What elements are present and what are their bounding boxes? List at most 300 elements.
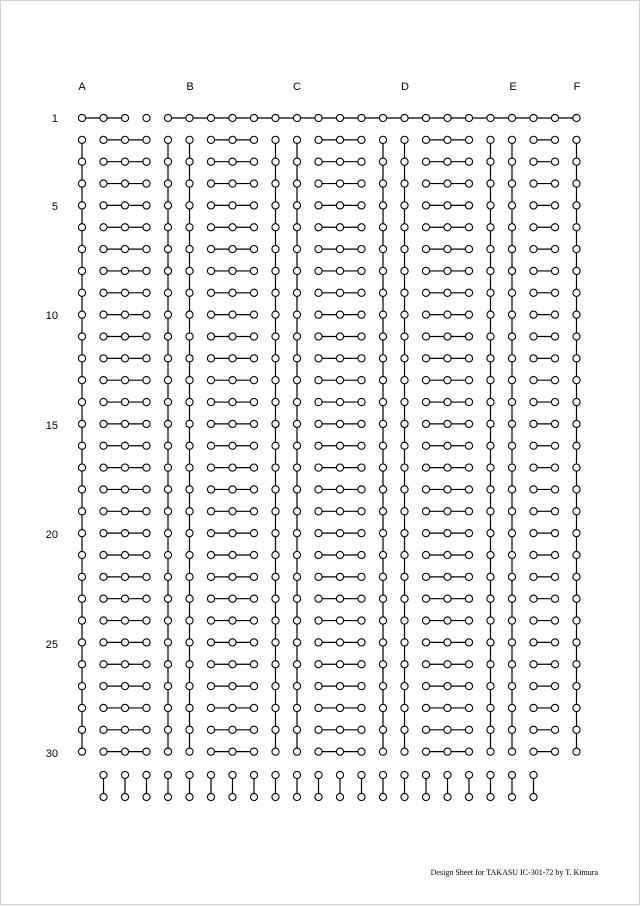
row-label-30: 30	[45, 748, 58, 760]
grid-pad	[379, 333, 386, 340]
grid-pad	[358, 333, 365, 340]
grid-pad	[530, 661, 537, 668]
grid-pad	[422, 333, 429, 340]
grid-pad	[293, 508, 300, 515]
grid-pad	[293, 639, 300, 646]
grid-pad	[465, 355, 472, 362]
grid-pad	[143, 333, 150, 340]
grid-pad	[121, 136, 128, 143]
grid-pad	[272, 726, 279, 733]
grid-pad	[487, 355, 494, 362]
grid-pad	[272, 595, 279, 602]
grid-pad	[551, 333, 558, 340]
grid-pad	[530, 573, 537, 580]
grid-pad	[508, 289, 515, 296]
grid-pad	[229, 661, 236, 668]
grid-pad	[487, 202, 494, 209]
grid-pad	[358, 246, 365, 253]
grid-pad	[186, 748, 193, 755]
grid-pad	[143, 289, 150, 296]
grid-pad	[272, 573, 279, 580]
grid-pad	[422, 158, 429, 165]
grid-pad	[164, 158, 171, 165]
grid-pad	[487, 311, 494, 318]
bottom-pad	[487, 793, 494, 800]
grid-pad	[401, 158, 408, 165]
grid-pad	[143, 617, 150, 624]
grid-pad	[379, 573, 386, 580]
grid-pad	[121, 158, 128, 165]
grid-pad	[551, 180, 558, 187]
grid-pad	[250, 311, 257, 318]
grid-pad	[78, 464, 85, 471]
grid-pad	[379, 420, 386, 427]
grid-pad	[186, 246, 193, 253]
grid-pad	[100, 267, 107, 274]
bottom-pad	[164, 771, 171, 778]
grid-pad	[164, 639, 171, 646]
grid-pad	[207, 595, 214, 602]
grid-pad	[379, 442, 386, 449]
grid-pad	[250, 748, 257, 755]
grid-pad	[551, 114, 558, 121]
row-label-5: 5	[51, 201, 58, 213]
grid-pad	[78, 224, 85, 231]
grid-pad	[250, 551, 257, 558]
grid-pad	[379, 748, 386, 755]
grid-pad	[164, 661, 171, 668]
grid-pad	[401, 442, 408, 449]
grid-pad	[143, 464, 150, 471]
grid-pad	[100, 573, 107, 580]
grid-pad	[530, 464, 537, 471]
grid-pad	[78, 158, 85, 165]
grid-pad	[272, 486, 279, 493]
grid-pad	[315, 464, 322, 471]
grid-pad	[164, 551, 171, 558]
grid-pad	[487, 530, 494, 537]
grid-pad	[78, 289, 85, 296]
bottom-pad	[272, 771, 279, 778]
grid-pad	[336, 617, 343, 624]
bottom-pad	[229, 771, 236, 778]
grid-pad	[358, 289, 365, 296]
bottom-pad	[422, 771, 429, 778]
bottom-pad	[207, 793, 214, 800]
grid-pad	[100, 180, 107, 187]
grid-pad	[379, 267, 386, 274]
grid-pad	[487, 114, 494, 121]
grid-pad	[336, 683, 343, 690]
grid-pad	[358, 202, 365, 209]
grid-pad	[315, 202, 322, 209]
grid-pad	[121, 704, 128, 711]
grid-pad	[530, 530, 537, 537]
grid-pad	[207, 267, 214, 274]
grid-pad	[121, 114, 128, 121]
grid-pad	[100, 442, 107, 449]
bottom-pad	[336, 793, 343, 800]
grid-pad	[487, 508, 494, 515]
grid-pad	[207, 398, 214, 405]
grid-pad	[78, 420, 85, 427]
grid-pad	[401, 464, 408, 471]
grid-pad	[164, 420, 171, 427]
grid-pad	[530, 267, 537, 274]
row-label-10: 10	[45, 310, 58, 322]
grid-pad	[379, 224, 386, 231]
grid-pad	[143, 420, 150, 427]
grid-pad	[487, 748, 494, 755]
grid-pad	[422, 420, 429, 427]
grid-pad	[508, 704, 515, 711]
grid-pad	[78, 595, 85, 602]
grid-pad	[186, 661, 193, 668]
grid-pad	[379, 726, 386, 733]
grid-pad	[293, 377, 300, 384]
grid-pad	[293, 661, 300, 668]
grid-pad	[78, 683, 85, 690]
grid-pad	[272, 704, 279, 711]
grid-pad	[207, 530, 214, 537]
grid-pad	[293, 311, 300, 318]
grid-pad	[315, 551, 322, 558]
grid-pad	[530, 486, 537, 493]
grid-pad	[358, 311, 365, 318]
grid-pad	[508, 246, 515, 253]
bottom-pad	[358, 793, 365, 800]
grid-pad	[487, 442, 494, 449]
grid-pad	[573, 311, 580, 318]
grid-pad	[336, 486, 343, 493]
grid-pad	[78, 267, 85, 274]
grid-pad	[186, 333, 193, 340]
grid-pad	[250, 639, 257, 646]
grid-pad	[100, 114, 107, 121]
grid-pad	[573, 289, 580, 296]
grid-pad	[508, 464, 515, 471]
grid-pad	[121, 442, 128, 449]
grid-pad	[358, 442, 365, 449]
grid-pad	[573, 158, 580, 165]
grid-pad	[573, 661, 580, 668]
grid-pad	[422, 617, 429, 624]
column-labels	[78, 81, 580, 93]
bottom-pad	[444, 771, 451, 778]
grid-pad	[143, 508, 150, 515]
grid-pad	[293, 683, 300, 690]
grid-pad	[551, 639, 558, 646]
grid-pad	[444, 224, 451, 231]
grid-pad	[465, 617, 472, 624]
grid-pad	[401, 355, 408, 362]
grid-pad	[207, 661, 214, 668]
grid-pad	[422, 551, 429, 558]
grid-pad	[100, 704, 107, 711]
grid-pad	[358, 420, 365, 427]
grid-pad	[573, 551, 580, 558]
grid-pad	[573, 333, 580, 340]
grid-pad	[250, 398, 257, 405]
grid-pad	[229, 114, 236, 121]
grid-pad	[78, 136, 85, 143]
grid-pad	[207, 377, 214, 384]
grid-pad	[100, 639, 107, 646]
grid-pad	[422, 114, 429, 121]
grid-pad	[78, 398, 85, 405]
grid-pad	[100, 683, 107, 690]
bottom-pad	[143, 793, 150, 800]
grid-pad	[121, 617, 128, 624]
grid-pad	[551, 748, 558, 755]
grid-pad	[207, 748, 214, 755]
grid-pad	[422, 683, 429, 690]
grid-pad	[143, 683, 150, 690]
grid-pad	[573, 748, 580, 755]
grid-pad	[401, 508, 408, 515]
row-label-20: 20	[45, 529, 58, 541]
grid-pad	[207, 726, 214, 733]
grid-pad	[508, 683, 515, 690]
grid-pad	[444, 683, 451, 690]
grid-pad	[186, 530, 193, 537]
grid-pad	[100, 224, 107, 231]
grid-pad	[379, 595, 386, 602]
grid-pad	[358, 158, 365, 165]
grid-pad	[401, 551, 408, 558]
grid-pad	[164, 180, 171, 187]
grid-pad	[336, 573, 343, 580]
grid-pad	[315, 289, 322, 296]
grid-pad	[336, 661, 343, 668]
grid-pad	[551, 508, 558, 515]
grid-pad	[508, 661, 515, 668]
grid-pad	[573, 639, 580, 646]
bottom-pad	[358, 771, 365, 778]
grid-pad	[379, 551, 386, 558]
grid-pad	[207, 224, 214, 231]
grid-pad	[551, 464, 558, 471]
grid-pad	[186, 180, 193, 187]
grid-pad	[508, 114, 515, 121]
grid-pad	[293, 202, 300, 209]
grid-pad	[422, 267, 429, 274]
grid-pad	[272, 377, 279, 384]
grid-pad	[293, 246, 300, 253]
grid-pad	[293, 355, 300, 362]
grid-pad	[229, 573, 236, 580]
grid-pad	[229, 289, 236, 296]
grid-pad	[315, 726, 322, 733]
grid-pad	[358, 551, 365, 558]
grid-pad	[121, 420, 128, 427]
grid-pad	[358, 267, 365, 274]
grid-pad	[358, 377, 365, 384]
grid-pad	[508, 377, 515, 384]
grid-pad	[465, 420, 472, 427]
grid-pad	[293, 333, 300, 340]
grid-pad	[401, 661, 408, 668]
grid-pad	[293, 420, 300, 427]
grid-pad	[444, 661, 451, 668]
grid-pad	[379, 398, 386, 405]
grid-pad	[573, 224, 580, 231]
grid-pad	[465, 224, 472, 231]
grid-pad	[444, 508, 451, 515]
grid-pad	[551, 683, 558, 690]
grid-pad	[336, 267, 343, 274]
grid-pad	[78, 311, 85, 318]
grid-pad	[272, 202, 279, 209]
grid-pad	[444, 486, 451, 493]
grid-pad	[551, 158, 558, 165]
grid-pad	[315, 267, 322, 274]
grid-pad	[530, 442, 537, 449]
column-label-b: B	[186, 81, 194, 93]
grid-pad	[379, 311, 386, 318]
grid-pad	[78, 704, 85, 711]
grid-pad	[250, 224, 257, 231]
grid-pad	[143, 595, 150, 602]
grid-pad	[551, 377, 558, 384]
grid-pad	[186, 442, 193, 449]
grid-pad	[78, 661, 85, 668]
grid-pad	[186, 508, 193, 515]
grid-pad	[573, 246, 580, 253]
grid-pad	[164, 486, 171, 493]
grid-pad	[272, 333, 279, 340]
grid-pad	[164, 202, 171, 209]
bottom-pad	[143, 771, 150, 778]
grid-pad	[422, 202, 429, 209]
grid-pad	[444, 377, 451, 384]
grid-pad	[78, 639, 85, 646]
grid-pad	[250, 158, 257, 165]
grid-pad	[143, 267, 150, 274]
grid-pad	[100, 748, 107, 755]
grid-pad	[336, 136, 343, 143]
row-label-1: 1	[51, 113, 58, 125]
grid-pad	[487, 420, 494, 427]
grid-pad	[422, 180, 429, 187]
grid-pad	[530, 639, 537, 646]
bottom-pad	[186, 771, 193, 778]
grid-pad	[250, 486, 257, 493]
grid-pad	[293, 704, 300, 711]
grid-pad	[315, 530, 322, 537]
grid-pad	[508, 617, 515, 624]
grid-pad	[573, 136, 580, 143]
grid-pad	[487, 639, 494, 646]
grid-pad	[207, 420, 214, 427]
grid-pad	[444, 180, 451, 187]
grid-pad	[207, 486, 214, 493]
grid-pad	[229, 551, 236, 558]
grid-pad	[465, 726, 472, 733]
grid-pad	[508, 726, 515, 733]
grid-pad	[250, 202, 257, 209]
grid-pad	[465, 551, 472, 558]
grid-pad	[530, 398, 537, 405]
grid-pad	[78, 180, 85, 187]
grid-pad	[78, 551, 85, 558]
grid-pad	[465, 398, 472, 405]
grid-pad	[250, 683, 257, 690]
grid-pad	[143, 573, 150, 580]
grid-pad	[401, 202, 408, 209]
grid-pad	[444, 333, 451, 340]
grid-pad	[530, 180, 537, 187]
grid-pad	[315, 704, 322, 711]
grid-pad	[164, 573, 171, 580]
grid-pad	[573, 595, 580, 602]
grid-pad	[487, 333, 494, 340]
grid-pad	[401, 289, 408, 296]
grid-pad	[530, 420, 537, 427]
grid-pad	[530, 377, 537, 384]
grid-pad	[508, 508, 515, 515]
grid-pad	[379, 114, 386, 121]
grid-pad	[487, 180, 494, 187]
grid-pad	[315, 508, 322, 515]
grid-pad	[465, 246, 472, 253]
grid-pad	[422, 748, 429, 755]
grid-pad	[508, 486, 515, 493]
grid-pad	[229, 355, 236, 362]
grid-pad	[164, 464, 171, 471]
grid-pad	[78, 573, 85, 580]
grid-pad	[293, 180, 300, 187]
grid-pad	[186, 289, 193, 296]
grid-pad	[551, 136, 558, 143]
bottom-pad	[121, 771, 128, 778]
grid-pad	[229, 726, 236, 733]
bottom-pad	[465, 771, 472, 778]
grid-pad	[207, 202, 214, 209]
grid-pad	[465, 158, 472, 165]
grid-pad	[358, 748, 365, 755]
grid-pad	[164, 355, 171, 362]
grid-pad	[315, 595, 322, 602]
column-label-a: A	[78, 81, 86, 93]
grid-pad	[508, 530, 515, 537]
grid-pad	[315, 114, 322, 121]
grid-pad	[551, 355, 558, 362]
grid-pad	[121, 180, 128, 187]
grid-pad	[293, 267, 300, 274]
bottom-pad	[379, 771, 386, 778]
grid-pad	[573, 114, 580, 121]
grid-pad	[379, 530, 386, 537]
bottom-pad	[293, 771, 300, 778]
grid-pad	[272, 246, 279, 253]
grid-pad	[551, 661, 558, 668]
grid-pad	[508, 158, 515, 165]
grid-pad	[186, 486, 193, 493]
grid-pad	[487, 267, 494, 274]
grid-pad	[272, 224, 279, 231]
grid-pad	[422, 464, 429, 471]
grid-pad	[229, 246, 236, 253]
grid-pad	[100, 289, 107, 296]
column-label-f: F	[573, 81, 581, 93]
grid-pad	[229, 486, 236, 493]
grid-pad	[250, 246, 257, 253]
grid-pad	[293, 551, 300, 558]
grid-pad	[78, 333, 85, 340]
grid-pad	[487, 595, 494, 602]
grid-pad	[229, 158, 236, 165]
